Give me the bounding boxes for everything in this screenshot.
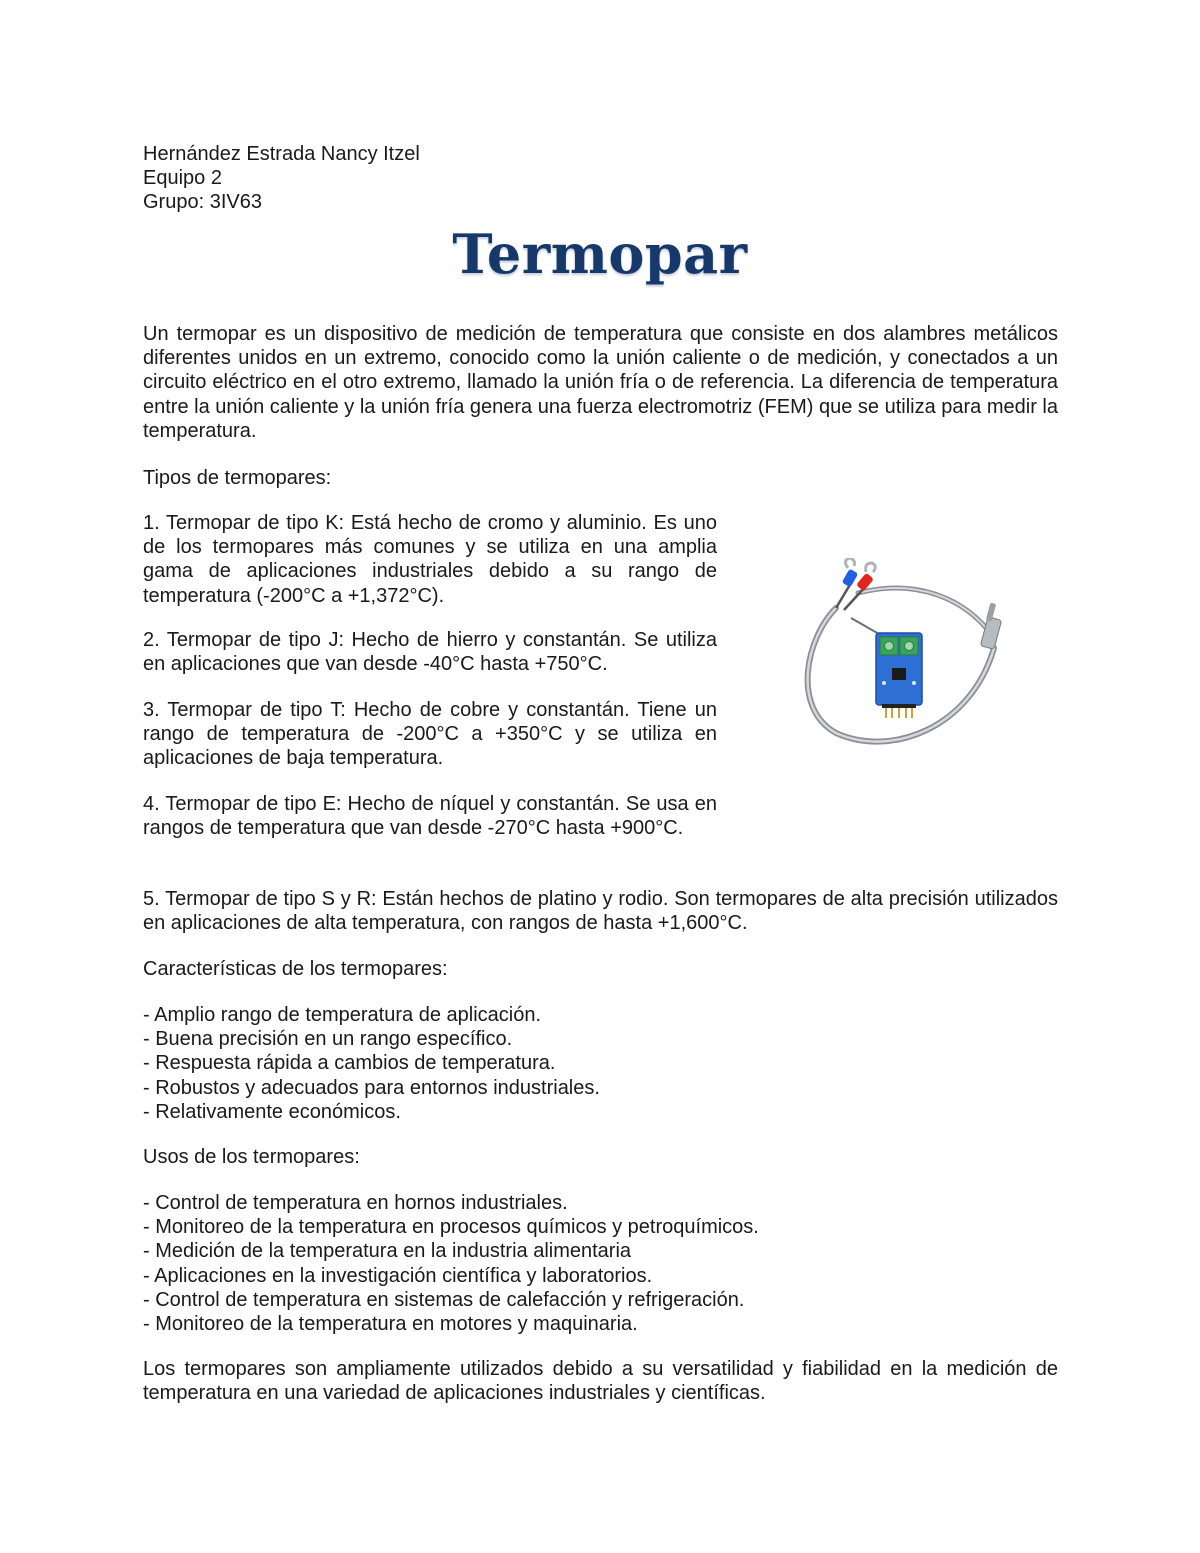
- list-item: - Control de temperatura en hornos industriales.: [143, 1192, 568, 1214]
- type-k-item: 1. Termopar de tipo K: Está hecho de cromo y aluminio. Es uno de los termopares más comunes y se utiliza en una amplia gama de aplicaciones industriales debido a su rango de temperatura (-200°C a +1,372°C).: [143, 512, 717, 607]
- list-item: - Control de temperatura en sistemas de calefacción y refrigeración.: [143, 1288, 745, 1311]
- author-name: Hernández Estrada Nancy Itzel: [143, 143, 420, 165]
- type-t-item: 3. Termopar de tipo T: Hecho de cobre y constantán. Tiene un rango de temperatura de -200°C a +350°C y se utiliza en aplicaciones de baja temperatura.: [143, 699, 717, 770]
- list-item: - Aplicaciones en la investigación científica y laboratorios.: [143, 1264, 653, 1287]
- list-item: - Relativamente económicos.: [143, 1100, 401, 1123]
- list-item: - Robustos y adecuados para entornos industriales.: [143, 1076, 600, 1099]
- list-item: - Amplio rango de temperatura de aplicación.: [143, 1004, 542, 1026]
- features-heading: Características de los termopares:: [143, 958, 448, 980]
- thermocouple-module-image: [796, 558, 1014, 748]
- type-j-item: 2. Termopar de tipo J: Hecho de hierro y constantán. Se utiliza en aplicaciones que van desde -40°C hasta +750°C.: [143, 629, 717, 676]
- author-header: [143, 142, 420, 215]
- type-e-item: 4. Termopar de tipo E: Hecho de níquel y constantán. Se usa en rangos de temperatura que van desde -270°C hasta +900°C.: [143, 793, 717, 840]
- list-item: - Monitoreo de la temperatura en procesos químicos y petroquímicos.: [143, 1216, 759, 1239]
- features-list: [143, 1003, 600, 1124]
- team-label: Equipo 2: [143, 167, 222, 190]
- types-heading: Tipos de termopares:: [143, 467, 332, 489]
- document-title: Termopar: [452, 222, 748, 286]
- conclusion-paragraph: Los termopares son ampliamente utilizados debido a su versatilidad y fiabilidad en la medición de temperatura en una variedad de aplicaciones industriales y científicas.: [143, 1358, 1058, 1405]
- list-item: - Monitoreo de la temperatura en motores y maquinaria.: [143, 1313, 638, 1336]
- uses-list: [143, 1191, 759, 1336]
- list-item: - Buena precisión en un rango específico.: [143, 1028, 513, 1051]
- type-s-r-item: 5. Termopar de tipo S y R: Están hechos de platino y rodio. Son termopares de alta precisión utilizados en aplicaciones de alta temperatura, con rangos de hasta +1,600°C.: [143, 888, 1058, 935]
- group-label: Grupo: 3IV63: [143, 191, 262, 214]
- intro-paragraph: Un termopar es un dispositivo de medición de temperatura que consiste en dos alambres metálicos diferentes unidos en un extremo, conocido como la unión caliente o de medición, y conectados a un circuito eléctrico en el otro extremo, llamado la unión fría o de referencia. La diferencia de temperatura entre la unión caliente y la unión fría genera una fuerza electromotriz (FEM) que se utiliza para medir la temperatura.: [143, 323, 1058, 442]
- list-item: - Respuesta rápida a cambios de temperatura.: [143, 1052, 556, 1075]
- uses-heading: Usos de los termopares:: [143, 1146, 360, 1168]
- list-item: - Medición de la temperatura en la industria alimentaria: [143, 1240, 632, 1263]
